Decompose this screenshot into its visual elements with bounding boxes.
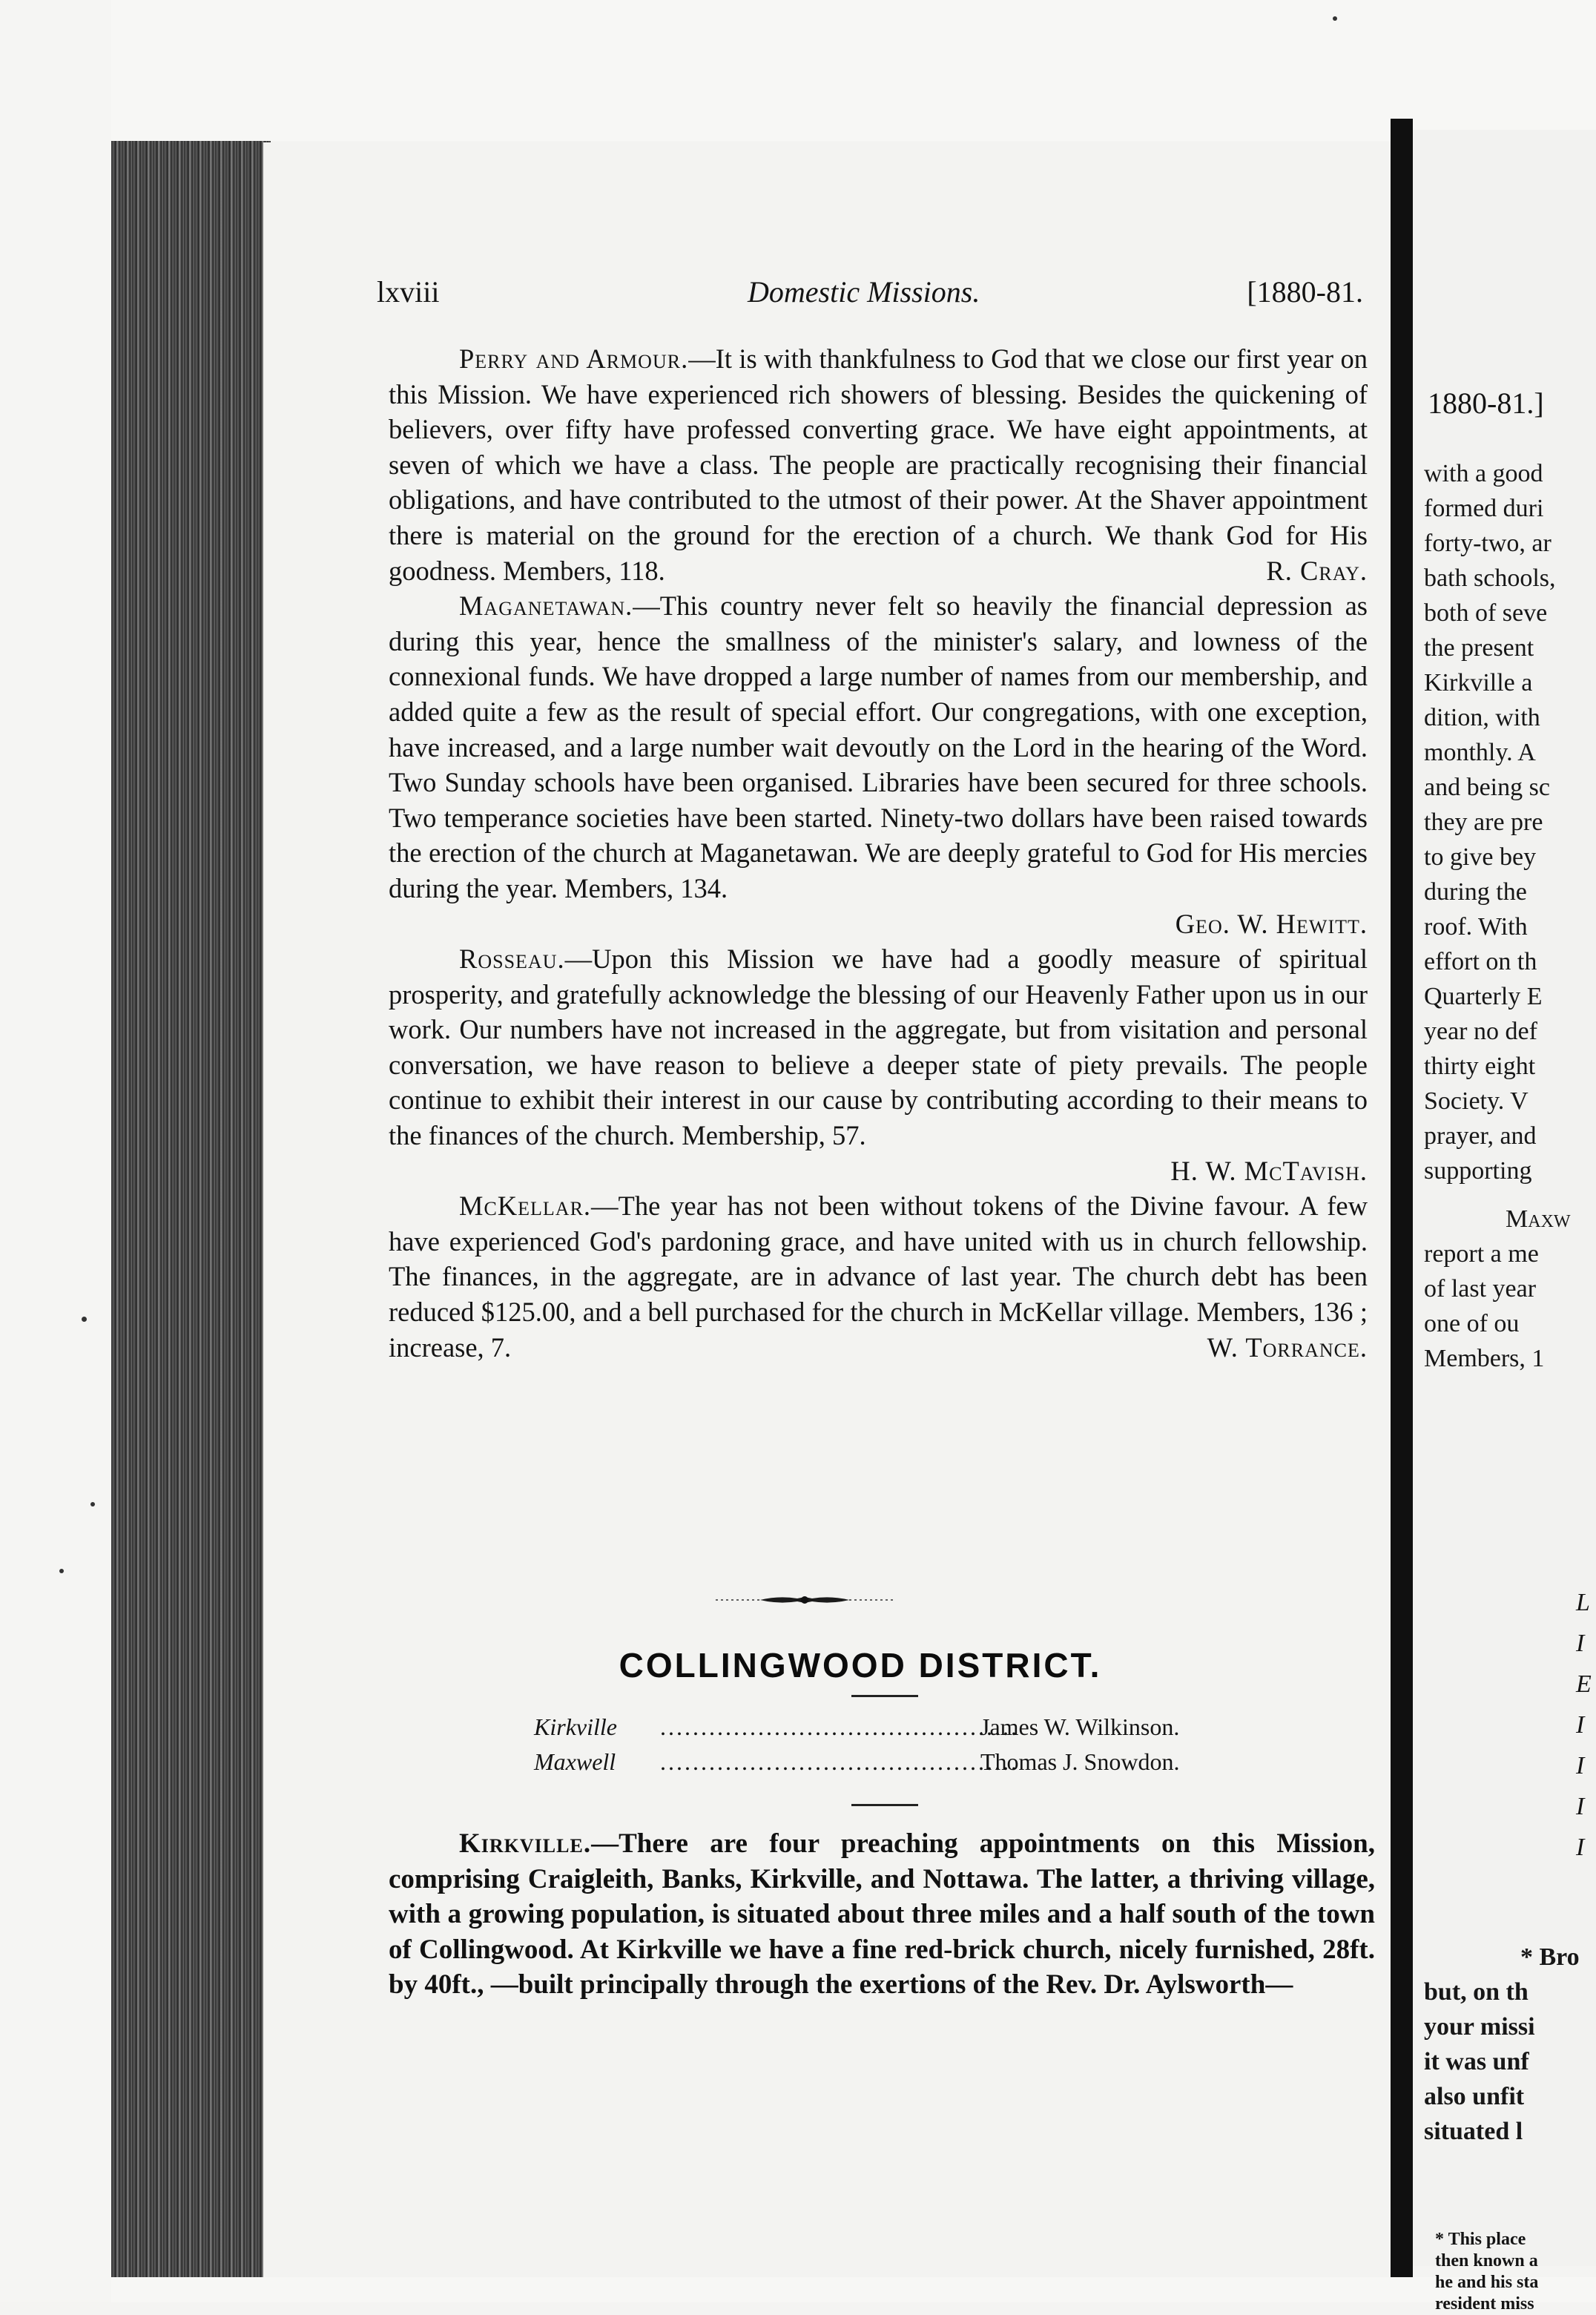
running-head bbox=[377, 274, 1363, 319]
text-line: roof. With bbox=[1424, 913, 1528, 941]
text-line: effort on th bbox=[1424, 948, 1537, 975]
right-page bbox=[1413, 130, 1596, 2314]
text-line: year no def bbox=[1424, 1018, 1537, 1045]
list-letter: E bbox=[1576, 1670, 1592, 1698]
text-line: Maxw bbox=[1506, 1205, 1571, 1233]
text-line: and being sc bbox=[1424, 774, 1550, 801]
report-paragraph bbox=[389, 1188, 1368, 1365]
text-line: it was unf bbox=[1424, 2048, 1529, 2075]
footnote-line: he and his sta bbox=[1435, 2273, 1539, 2292]
list-letter: I bbox=[1576, 1711, 1585, 1739]
heading-rule bbox=[851, 1695, 918, 1697]
report-signature: W. Torrance. bbox=[1207, 1331, 1368, 1363]
text-line: situated l bbox=[1424, 2118, 1523, 2145]
report-paragraph bbox=[389, 941, 1368, 1153]
text-line: Society. V bbox=[1424, 1087, 1529, 1115]
station-minister: Thomas J. Snowdon. bbox=[980, 1748, 1180, 1775]
text-line: but, on th bbox=[1424, 1978, 1529, 2006]
report-paragraph bbox=[389, 341, 1368, 588]
report-heading: Rosseau. bbox=[459, 944, 565, 975]
film-border-top bbox=[0, 0, 1596, 141]
report-heading: McKellar. bbox=[459, 1191, 592, 1222]
list-letter: I bbox=[1576, 1834, 1585, 1861]
text-line: during the bbox=[1424, 878, 1527, 906]
station-place: Kirkville bbox=[534, 1713, 617, 1740]
station-row bbox=[534, 1710, 1276, 1745]
film-border-left bbox=[0, 0, 111, 2302]
text-line: both of seve bbox=[1424, 599, 1548, 627]
right-page-column-2 bbox=[1424, 1202, 1571, 1376]
text-line: also unfit bbox=[1424, 2083, 1525, 2110]
station-place: Maxwell bbox=[534, 1748, 616, 1775]
list-letter: I bbox=[1576, 1752, 1585, 1779]
station-list bbox=[534, 1710, 1276, 1779]
list-rule bbox=[851, 1804, 918, 1806]
footnote-line: resident miss bbox=[1435, 2294, 1534, 2314]
running-year: [1880-81. bbox=[1247, 275, 1363, 309]
text-line: dition, with bbox=[1424, 704, 1540, 731]
text-line: Quarterly E bbox=[1424, 983, 1543, 1010]
film-border-bottom bbox=[111, 2277, 1596, 2302]
kirkville-report bbox=[389, 1826, 1375, 2003]
report-text: —It is with thankfulness to God that we close our first year on this Mission. We have experienced rich showers of blessing. Besides the quickening of believers, over fifty have professed converting grace. We have eight appointments, at seven of which we have a class. The people are practically recognising their financial obligations, and have contributed to the utmost of their power. At the Shaver appointment there is material on the ground for the erection of a church. We thank God for His goodness. Members, 118. bbox=[389, 343, 1368, 586]
report-heading: Perry and Armour. bbox=[459, 343, 689, 374]
district-heading: COLLINGWOOD DISTRICT. bbox=[619, 1646, 1102, 1685]
list-letter: I bbox=[1576, 1630, 1585, 1657]
report-text: —Upon this Mission we have had a goodly measure of spiritual prosperity, and gratefully acknowledge the blessing of our Heavenly Father upon us in our work. Our numbers have not increased in the aggregate, but from visitation and personal conversation, we have reason to believe a deeper state of piety prevails. The people continue to exhibit their interest in our cause by contributing according to their means to the finances of the church. Membership, 57. bbox=[389, 944, 1368, 1151]
text-line: with a good bbox=[1424, 460, 1543, 487]
running-title: Domestic Missions. bbox=[748, 275, 980, 309]
text-line: prayer, and bbox=[1424, 1122, 1537, 1150]
right-running-head: 1880-81.] bbox=[1428, 386, 1544, 420]
report-signature: H. W. McTavish. bbox=[1170, 1155, 1368, 1186]
station-row bbox=[534, 1745, 1276, 1779]
footnote-line: * This place bbox=[1435, 2230, 1526, 2249]
report-heading: Maganetawan. bbox=[459, 590, 633, 622]
text-line: report a me bbox=[1424, 1240, 1539, 1268]
text-line: the present bbox=[1424, 634, 1534, 662]
text-line: thirty eight bbox=[1424, 1053, 1536, 1080]
right-page-column-3 bbox=[1424, 1940, 1580, 2149]
text-line: of last year bbox=[1424, 1275, 1537, 1303]
dust-speck bbox=[1333, 16, 1337, 21]
page-number: lxviii bbox=[377, 275, 440, 309]
book-page-edges bbox=[111, 141, 271, 2277]
leader-dots: ............................................ bbox=[660, 1748, 1019, 1775]
text-line: bath schools, bbox=[1424, 564, 1556, 592]
right-page-footnote bbox=[1435, 2229, 1538, 2315]
text-line: formed duri bbox=[1424, 495, 1544, 522]
footnote-line: then known a bbox=[1435, 2251, 1538, 2270]
text-line: Members, 1 bbox=[1424, 1345, 1545, 1372]
dust-speck bbox=[90, 1502, 95, 1506]
right-page-column bbox=[1424, 456, 1556, 1188]
text-line: * Bro bbox=[1520, 1943, 1580, 1971]
text-line: forty-two, ar bbox=[1424, 530, 1552, 557]
list-letter: I bbox=[1576, 1793, 1585, 1820]
right-page-list bbox=[1576, 1582, 1592, 1868]
text-line: supporting bbox=[1424, 1157, 1532, 1185]
list-letter: L bbox=[1576, 1589, 1590, 1616]
book-gutter bbox=[1391, 119, 1413, 2277]
dust-speck bbox=[82, 1317, 87, 1322]
station-minister: James W. Wilkinson. bbox=[980, 1713, 1180, 1740]
text-line: one of ou bbox=[1424, 1310, 1520, 1337]
report-signature: Geo. W. Hewitt. bbox=[1175, 908, 1368, 939]
text-line: monthly. A bbox=[1424, 739, 1536, 766]
text-line: your missi bbox=[1424, 2013, 1535, 2041]
report-signature: R. Cray. bbox=[1266, 555, 1368, 586]
report-paragraph bbox=[389, 1826, 1375, 2003]
report-text: —The year has not been without tokens of the Divine favour. A few have experienced God's pardoning grace, and have united with us in church fellowship. The finances, in the aggregate, are in advance of last year. The church debt has been reduced $125.00, and a bell purchased for the church in McKellar village. Members, 136 ; increase, 7. bbox=[389, 1191, 1368, 1363]
dust-speck bbox=[59, 1569, 64, 1573]
ornamental-divider bbox=[716, 1595, 894, 1605]
report-text: —There are four preaching appointments on this Mission, comprising Craigleith, Banks, Kirkville, and Nottawa. The latter, a thriving village, with a growing population, is situated about three miles and a half south of the town of Collingwood. At Kirkville we have a fine red-brick church, nicely furnished, 28ft. by 40ft., —built principally through the exertions of the Rev. Dr. Aylsworth— bbox=[389, 1828, 1375, 2000]
text-line: they are pre bbox=[1424, 809, 1543, 836]
report-paragraph bbox=[389, 588, 1368, 906]
report-text: —This country never felt so heavily the financial depression as during this year, hence the smallness of the minister's salary, and lowness of the connexional funds. We have dropped a large number of names from our membership, and added quite a few as the result of special effort. Our congregations, with one exception, have increased, and a large number wait devoutly on the Lord in the hearing of the Word. Two Sunday schools have been organised. Libraries have been secured for three schools. Two temperance societies have been started. Ninety-two dollars have been raised towards the erection of the church at Maganetawan. We are deeply grateful to God for His mercies during the year. Members, 134. bbox=[389, 590, 1368, 903]
text-line: Kirkville a bbox=[1424, 669, 1533, 697]
leader-dots: ............................................ bbox=[660, 1713, 1019, 1740]
text-line: to give bey bbox=[1424, 843, 1537, 871]
report-heading: Kirkville. bbox=[459, 1828, 592, 1859]
mission-reports bbox=[389, 341, 1368, 1365]
